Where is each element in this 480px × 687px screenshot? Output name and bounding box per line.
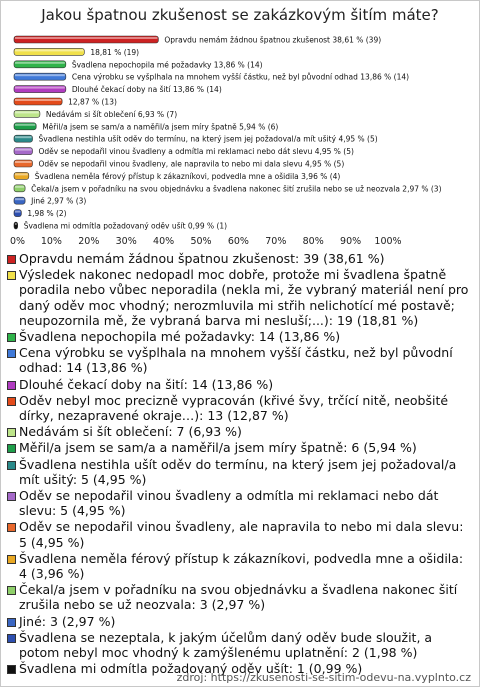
legend-item (6, 630, 474, 660)
x-tick-label: 0% (10, 236, 26, 247)
legend-text: Opravdu nemám žádnou špatnou zkušenost: 39 (38,61 %) (19, 251, 385, 266)
legend-item (6, 614, 474, 629)
x-tick-label: 10% (40, 236, 62, 247)
bar-label-7: Nedávám si šít oblečení 6,93 % (7) (45, 109, 178, 119)
legend-text: Dlouhé čekací doby na šití: 14 (13,86 %) (19, 376, 274, 392)
legend-text: Výsledek nakonec nedopadl moc dobře, protože mi švadlena špatně poradila nebo vůbec neporadila (nekla mi, že vybraný materiál není pro daný oděv moc vhodný; nerozmluvila mi střih nelichotící mé postavě; neupozornila mě, že vybraná barva mi nesluší;...): 19 (18,81 %) (19, 267, 469, 328)
legend-text: Švadlena mi odmítla požadovaný oděv ušít: 1 (0,99 %) (19, 661, 363, 677)
legend-text: Cena výrobku se vyšplhala na mnohem vyšší částku, než byl původní odhad: 14 (13,86 %) (19, 345, 453, 376)
legend-text: Švadlena se nezeptala, k jakým účelům daný oděv bude sloužit, a potom nebyl moc vhodný k zamýšlenému uplatnění: 2 (1,98 %) (19, 629, 433, 661)
legend-text: Oděv nebyl moc precizně vypracován (křivé švy, trčící nitě, neobšité dírky, nezapravené okraje…): 13 (12,87 %) (19, 392, 449, 424)
bar-highlight-2 (15, 49, 83, 51)
x-tick-label: 50% (190, 236, 212, 247)
x-tick-label: 90% (340, 236, 362, 247)
x-tick-label: 80% (302, 236, 324, 247)
bar-label-12: Švadlena neměla férový přístup k zákazníkovi, podvedla mne a ošidila 3,96 % (4) (34, 171, 341, 181)
legend-swatch (7, 461, 16, 470)
legend-swatch (7, 492, 16, 501)
legend-text: Jiné: 3 (2,97 %) (19, 613, 116, 629)
bar-label-14: Jiné 2,97 % (3) (31, 196, 87, 206)
bar-highlight-14 (15, 198, 24, 200)
x-tick-label: 40% (153, 236, 175, 247)
legend-item (6, 345, 474, 375)
x-tick-label: 70% (265, 236, 287, 247)
legend-text: Oděv se nepodařil vinou švadleny, ale napravila to nebo mi dala slevu: 5 (4,95 %) (19, 519, 464, 550)
legend-item (6, 582, 474, 612)
source-link[interactable]: zdroj: https://zkusenosti-se-sitim-odevu-na.vyplnto.cz (176, 671, 471, 684)
bar-highlight-3 (15, 62, 65, 64)
bar-label-6: 12,87 % (13) (68, 97, 117, 107)
bar-label-5: Dlouhé čekací doby na šití 13,86 % (14) (71, 85, 222, 95)
bar-highlight-5 (15, 87, 65, 89)
bar-label-4: Cena výrobku se vyšplhala na mnohem vyšší částku, než byl původní odhad 13,86 % (14) (71, 72, 410, 82)
legend-item (6, 488, 474, 518)
bar-label-2: 18,81 % (19) (90, 47, 140, 57)
bar-highlight-10 (15, 149, 32, 151)
legend-swatch (7, 586, 16, 595)
x-tick-label: 20% (78, 236, 100, 247)
legend-swatch (7, 397, 16, 406)
legend (6, 251, 474, 677)
bar-highlight-15 (15, 211, 20, 213)
legend-item (6, 440, 474, 455)
bar-highlight-8 (15, 124, 35, 126)
x-tick-label: 100% (374, 236, 402, 247)
legend-swatch (7, 333, 16, 342)
bar-highlight-4 (15, 74, 65, 76)
bar-label-9: Švadlena nestihla ušít oděv do termínu, na který jsem jej požadoval/a mít ušitý 4,95 % (5) (38, 134, 378, 144)
bar-highlight-1 (15, 37, 157, 39)
bar-label-11: Oděv se nepodařil vinou švadleny, ale napravila to nebo mi dala slevu 4,95 % (5) (38, 159, 345, 169)
legend-item (6, 267, 474, 328)
legend-swatch (7, 381, 16, 390)
x-tick-label: 30% (115, 236, 137, 247)
legend-swatch (7, 349, 16, 358)
bar-highlight-9 (15, 136, 32, 138)
legend-swatch (7, 665, 16, 674)
legend-swatch (7, 271, 16, 280)
legend-item (6, 551, 474, 581)
legend-text: Oděv se nepodařil vinou švadleny a odmítla mi reklamaci nebo dát slevu: 5 (4,95 %) (19, 488, 439, 519)
legend-swatch (7, 555, 16, 564)
legend-item (6, 424, 474, 439)
legend-item (6, 457, 474, 487)
legend-swatch (7, 444, 16, 453)
legend-swatch (7, 523, 16, 532)
legend-item (6, 519, 474, 549)
bar-highlight-7 (15, 111, 39, 113)
legend-swatch (7, 428, 16, 437)
legend-text: Čekal/a jsem v pořadníku na svou objednávku a švadlena nakonec šití zrušila nebo se už neozvala: 3 (2,97 %) (19, 582, 458, 613)
bar-label-8: Měřil/a jsem se sam/a a naměřil/a jsem míry špatně 5,94 % (6) (42, 122, 279, 132)
legend-text: Švadlena nestihla ušít oděv do termínu, na který jsem jej požadoval/a mít ušitý: 5 (4,95 %) (19, 456, 457, 487)
legend-text: Švadlena nepochopila mé požadavky: 14 (13,86 %) (19, 329, 341, 345)
legend-item (6, 251, 474, 266)
bar-chart (0, 0, 480, 250)
bar-label-1: Opravdu nemám žádnou špatnou zkušenost 38,61 % (39) (164, 35, 382, 45)
legend-item (6, 377, 474, 392)
bar-highlight-13 (15, 186, 24, 188)
legend-item (6, 329, 474, 344)
bar-label-13: Čekal/a jsem v pořadníku na svou objednávku a švadlena nakonec šití zrušila nebo se už neozvala 2,97 % (3) (31, 184, 442, 194)
legend-item (6, 393, 474, 423)
legend-swatch (7, 634, 16, 643)
bar-label-10: Oděv se nepodařil vinou švadleny a odmítla mi reklamaci nebo dát slevu 4,95 % (5) (38, 147, 354, 157)
legend-swatch (7, 618, 16, 627)
bar-highlight-6 (15, 99, 61, 101)
bar-label-15: 1,98 % (2) (27, 209, 67, 219)
bar-highlight-16 (15, 223, 17, 225)
bar-label-3: Švadlena nepochopila mé požadavky 13,86 % (14) (71, 60, 263, 70)
legend-text: Měřil/a jsem se sam/a a naměřil/a jsem míry špatně: 6 (5,94 %) (19, 440, 417, 456)
bar-label-16: Švadlena mi odmítla požadovaný oděv ušít 0,99 % (1) (23, 221, 228, 231)
bar-highlight-11 (15, 161, 32, 163)
legend-text: Nedávám si šít oblečení: 7 (6,93 %) (19, 424, 242, 440)
bar-highlight-12 (15, 173, 28, 175)
x-tick-label: 60% (227, 236, 249, 247)
chart-title: Jakou špatnou zkušenost se zakázkovým šitím máte? (41, 6, 439, 24)
legend-swatch (7, 255, 16, 264)
legend-text: Švadlena neměla férový přístup k zákazníkovi, podvedla mne a ošidila: 4 (3,96 %) (19, 550, 464, 582)
